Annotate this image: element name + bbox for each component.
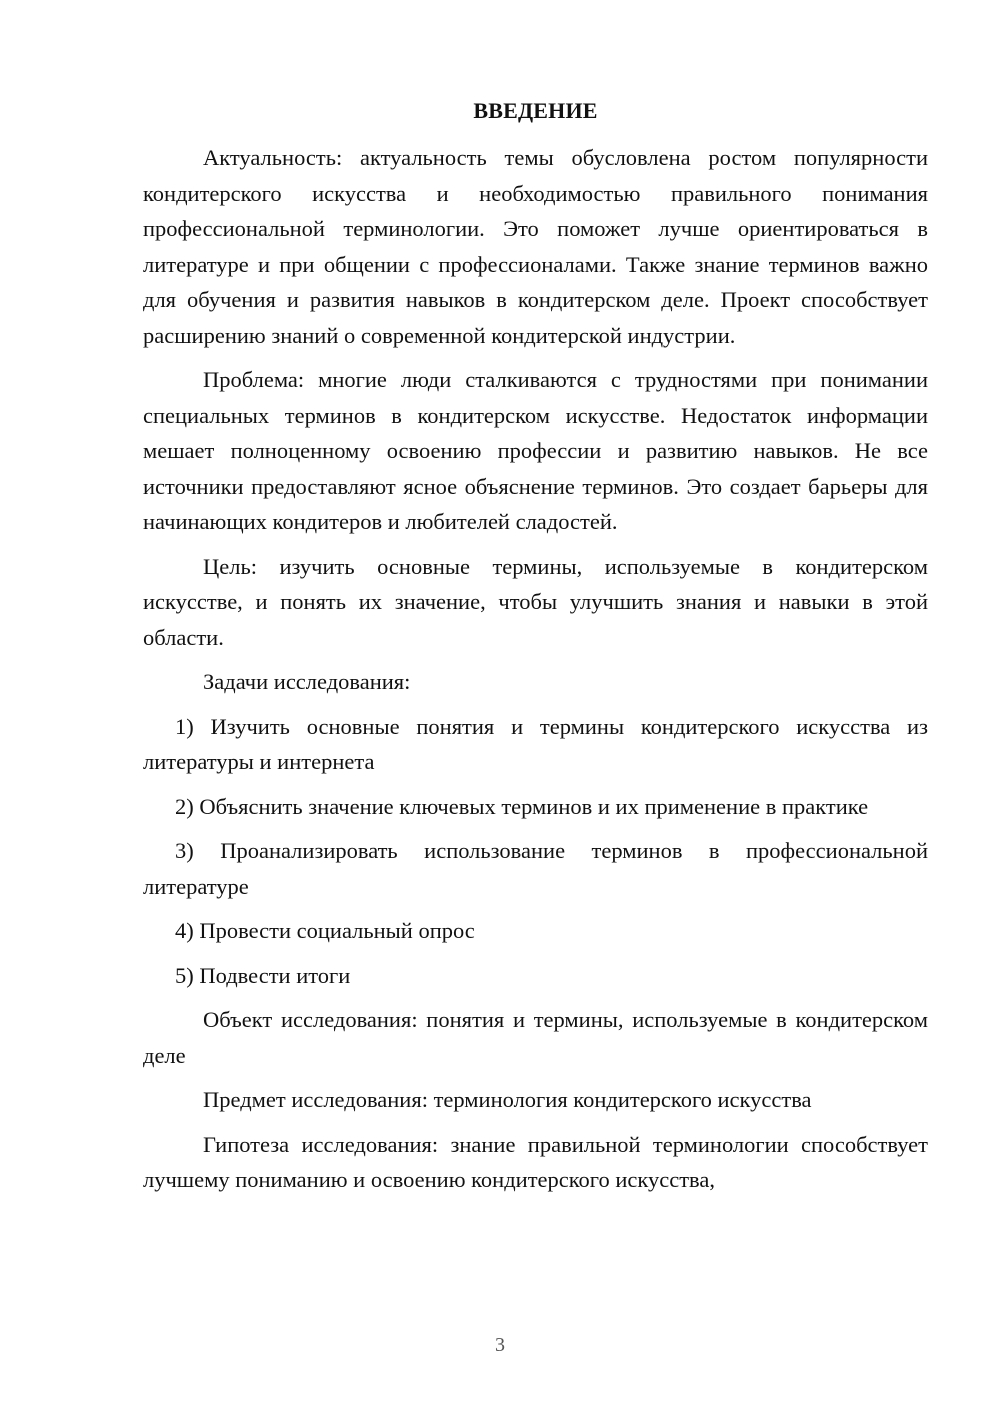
task-item: 2) Объяснить значение ключевых терминов и их применение в практике [175,793,869,819]
goal-paragraph: Цель: изучить основные термины, используемые в кондитерском искусстве, и понять их значение, чтобы улучшить знания и навыки в этой области. [143,553,928,650]
task-item: 3) Проанализировать использование терминов в профессиональной литературе [143,838,928,899]
tasks-title: Задачи исследования: [203,669,411,694]
object-paragraph: Объект исследования: понятия и термины, используемые в кондитерском деле [143,1007,928,1068]
task-item: 4) Провести социальный опрос [175,918,475,943]
task-item: 5) Подвести итоги [175,962,351,988]
hypothesis-paragraph: Гипотеза исследования: знание правильной терминологии способствует лучшему пониманию и освоению кондитерского искусства, [143,1131,928,1192]
task-item: 1) Изучить основные понятия и термины кондитерского искусства из литературы и интернета [143,713,928,774]
page-content [143,94,928,1207]
subject-paragraph: Предмет исследования: терминология кондитерского искусства [203,1087,812,1112]
section-heading: ВВЕДЕНИЕ [473,98,598,123]
page-number: 3 [495,1334,505,1356]
relevance-paragraph: Актуальность: актуальность темы обусловлена ростом популярности кондитерского искусства и необходимостью правильного понимания профессиональной терминологии. Это поможет лучше ориентироваться в литературе и при общении с профессионалами. Также знание терминов важно для обучения и развития навыков в кондитерском деле. Проект способствует расширению знаний о современной кондитерской индустрии. [143,145,928,348]
problem-paragraph: Проблема: многие люди сталкиваются с трудностями при понимании специальных терминов в кондитерском искусстве. Недостаток информации мешает полноценному освоению профессии и развитию навыков. Не все источники предоставляют ясное объяснение терминов. Это создает барьеры для начинающих кондитеров и любителей сладостей. [143,367,928,534]
